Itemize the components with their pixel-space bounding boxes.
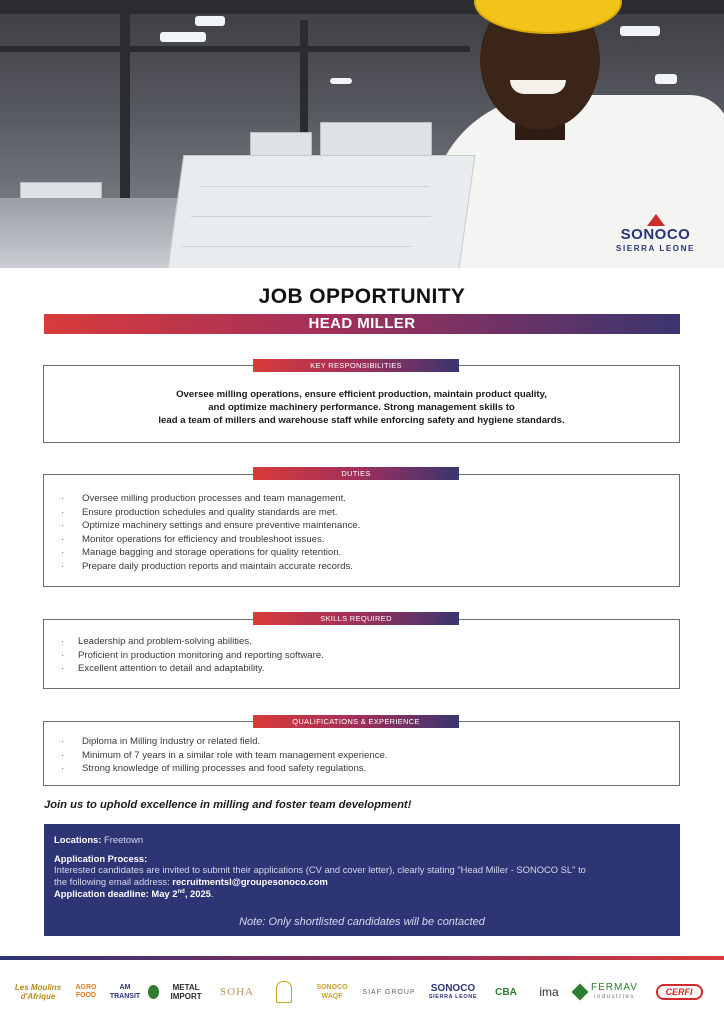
logo-agro-food-text: AGRO FOOD xyxy=(75,984,97,999)
qualification-item: · Minimum of 7 years in a similar role with team management experience. xyxy=(44,749,679,763)
emblem-icon xyxy=(276,981,292,1003)
logo-sonoco-sl xyxy=(424,975,482,1009)
logo-am-transit xyxy=(108,975,142,1009)
logo-sonoco-sl-sub: SIERRA LEONE xyxy=(428,993,478,1000)
metal-import-icon xyxy=(148,985,159,999)
location-value: Freetown xyxy=(104,834,144,845)
skill-item: · Excellent attention to detail and adaptability. xyxy=(44,662,679,676)
logo-siaf-group xyxy=(358,975,420,1009)
qualifications-box xyxy=(43,721,680,786)
process-text-email-lead: the following email address: xyxy=(54,875,170,887)
shortlist-note: Note: Only shortlisted candidates will be contacted xyxy=(239,916,485,928)
deadline-suffix: nd xyxy=(177,889,185,896)
logo-fermav-sub: industries xyxy=(594,994,635,1000)
sonoco-triangle-icon xyxy=(647,214,665,226)
responsibility-line: lead a team of millers and warehouse staff while enforcing safety and hygiene standards. xyxy=(158,415,565,426)
brand-subtitle: SIERRA LEONE xyxy=(616,244,695,253)
process-text: Interested candidates are invited to submit their applications (CV and cover letter), clearly stating "Head Miller - SONOCO SL" to xyxy=(54,864,586,876)
logo-moulins-afrique-text: Les Moulins d'Afrique xyxy=(14,983,62,1001)
fermav-icon xyxy=(572,984,589,1001)
duty-item: · Ensure production schedules and quality standards are met. xyxy=(44,506,679,520)
logo-sonoco-sl-text: SONOCO xyxy=(430,982,476,994)
logo-metal-import xyxy=(148,975,210,1009)
responsibility-line: and optimize machinery performance. Strong management skills to xyxy=(208,402,515,413)
logo-cerfi-text: CERFI xyxy=(656,984,703,1000)
logo-metal-import-text: METAL IMPORT xyxy=(170,983,202,1001)
section-tag-key-responsibilities: KEY RESPONSIBILITIES xyxy=(253,359,459,372)
logo-fermav-text: FERMAV xyxy=(591,982,638,993)
section-tag-duties: DUTIES xyxy=(253,467,459,480)
call-to-action: Join us to uphold excellence in milling and foster team development! xyxy=(44,799,412,811)
page-title: JOB OPPORTUNITY xyxy=(258,285,466,308)
logo-fermav xyxy=(570,975,642,1009)
location-label: Locations: xyxy=(54,834,102,845)
skill-item: · Leadership and problem-solving abilities. xyxy=(44,635,679,649)
hero-image xyxy=(0,0,724,268)
duty-item: · Monitor operations for efficiency and troubleshoot issues. xyxy=(44,533,679,547)
logo-cba xyxy=(486,975,526,1009)
logo-cba-text: CBA xyxy=(495,986,517,998)
duty-item: · Oversee milling production processes and team management. xyxy=(44,492,679,506)
deadline-period: . xyxy=(210,888,214,900)
qualification-item: · Strong knowledge of milling processes and food safety regulations. xyxy=(44,762,679,776)
logo-soha xyxy=(216,975,258,1009)
logo-am-transit-text: AM TRANSIT xyxy=(109,984,141,1000)
key-responsibilities-box xyxy=(43,365,680,443)
logo-ima xyxy=(532,975,566,1009)
section-tag-skills: SKILLS REQUIRED xyxy=(253,612,459,625)
logo-siaf-group-text: SIAF GROUP xyxy=(362,988,416,996)
logo-moulins-afrique xyxy=(12,975,64,1009)
skills-box xyxy=(43,619,680,689)
logo-sonoco-waqf xyxy=(310,975,354,1009)
duty-item: · Optimize machinery settings and ensure preventive maintenance. xyxy=(44,519,679,533)
section-tag-qualifications: QUALIFICATIONS & EXPERIENCE xyxy=(253,715,459,728)
logo-ima-text: ima xyxy=(539,985,559,999)
application-info-panel xyxy=(44,824,680,936)
duties-box xyxy=(43,474,680,587)
partner-logos xyxy=(0,975,724,1011)
logo-cerfi xyxy=(650,975,708,1009)
logo-emblem xyxy=(264,975,304,1009)
footer-divider xyxy=(0,956,724,960)
process-label: Application Process: xyxy=(54,852,148,864)
responsibility-line: Oversee milling operations, ensure efficient production, maintain product quality, xyxy=(176,389,547,400)
brand-name: SONOCO xyxy=(620,226,691,243)
deadline-label: Application deadline: May 2 xyxy=(54,888,178,900)
role-banner xyxy=(44,314,680,334)
qualification-item: · Diploma in Milling Industry or related field. xyxy=(44,735,679,749)
duty-item: · Manage bagging and storage operations for quality retention. xyxy=(44,546,679,560)
logo-agro-food xyxy=(68,975,104,1009)
duty-item: · Prepare daily production reports and maintain accurate records. xyxy=(44,560,679,574)
role-title: HEAD MILLER xyxy=(308,315,416,332)
deadline-year: , 2025 xyxy=(184,888,211,900)
logo-sonoco-waqf-text: SONOCO WAQF xyxy=(316,984,348,1000)
email-link[interactable]: recruitmentsl@groupesonoco.com xyxy=(172,875,328,887)
skill-item: · Proficient in production monitoring and reporting software. xyxy=(44,649,679,663)
sonoco-logo xyxy=(608,214,703,255)
logo-soha-text: SOHA xyxy=(220,986,254,998)
